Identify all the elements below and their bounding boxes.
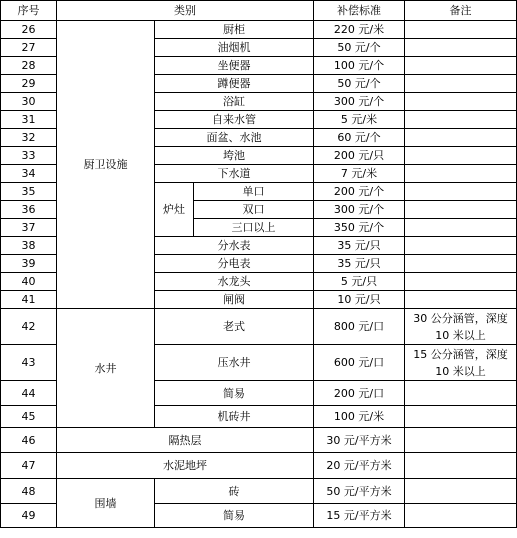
row-standard: 35 元/只: [314, 255, 405, 273]
row-item: 闸阀: [155, 291, 314, 309]
row-item: 分电表: [155, 255, 314, 273]
row-index: 46: [1, 428, 57, 453]
group-kitchen-bath: 厨卫设施: [57, 21, 155, 309]
row-standard: 200 元/个: [314, 183, 405, 201]
row-remark: [405, 479, 517, 504]
row-standard: 30 元/平方米: [314, 428, 405, 453]
row-index: 38: [1, 237, 57, 255]
row-item: 双口: [194, 201, 314, 219]
row-remark: [405, 237, 517, 255]
row-standard: 7 元/米: [314, 165, 405, 183]
row-standard: 35 元/只: [314, 237, 405, 255]
row-remark: [405, 165, 517, 183]
group-well: 水井: [57, 309, 155, 428]
header-category: 类别: [57, 1, 314, 21]
row-remark: [405, 291, 517, 309]
row-index: 29: [1, 75, 57, 93]
row-remark: [405, 183, 517, 201]
row-standard: 600 元/口: [314, 345, 405, 381]
row-index: 35: [1, 183, 57, 201]
row-item: 油烟机: [155, 39, 314, 57]
row-remark: [405, 129, 517, 147]
header-row: [1, 1, 517, 21]
row-standard: 200 元/口: [314, 381, 405, 406]
header-standard: 补偿标准: [314, 1, 405, 21]
row-index: 31: [1, 111, 57, 129]
row-item: 简易: [155, 504, 314, 528]
row-standard: 300 元/个: [314, 93, 405, 111]
row-standard: 20 元/平方米: [314, 453, 405, 479]
row-index: 43: [1, 345, 57, 381]
row-remark: [405, 75, 517, 93]
row-item: 厨柜: [155, 21, 314, 39]
row-standard: 300 元/个: [314, 201, 405, 219]
row-standard: 200 元/只: [314, 147, 405, 165]
table-row: [1, 309, 517, 345]
row-remark: [405, 255, 517, 273]
row-standard: 60 元/个: [314, 129, 405, 147]
header-remark: 备注: [405, 1, 517, 21]
row-item: 单口: [194, 183, 314, 201]
row-remark: [405, 21, 517, 39]
table-row: [1, 479, 517, 504]
row-standard: 10 元/只: [314, 291, 405, 309]
row-item: 自来水管: [155, 111, 314, 129]
row-standard: 50 元/平方米: [314, 479, 405, 504]
row-remark: [405, 428, 517, 453]
row-item: 水泥地坪: [57, 453, 314, 479]
row-index: 45: [1, 406, 57, 428]
table-row: [1, 453, 517, 479]
row-index: 48: [1, 479, 57, 504]
row-remark: [405, 219, 517, 237]
table-row: [1, 21, 517, 39]
row-index: 27: [1, 39, 57, 57]
row-remark: [405, 93, 517, 111]
row-item: 水龙头: [155, 273, 314, 291]
row-standard: 220 元/米: [314, 21, 405, 39]
row-remark: [405, 504, 517, 528]
row-item: 压水井: [155, 345, 314, 381]
row-index: 34: [1, 165, 57, 183]
row-standard: 5 元/米: [314, 111, 405, 129]
table-row: [1, 428, 517, 453]
header-index: 序号: [1, 1, 57, 21]
row-item: 分水表: [155, 237, 314, 255]
row-standard: 100 元/个: [314, 57, 405, 75]
row-item: 老式: [155, 309, 314, 345]
row-remark: [405, 406, 517, 428]
row-remark: [405, 453, 517, 479]
row-standard: 15 元/平方米: [314, 504, 405, 528]
row-index: 41: [1, 291, 57, 309]
row-item: 下水道: [155, 165, 314, 183]
row-standard: 50 元/个: [314, 75, 405, 93]
row-item: 简易: [155, 381, 314, 406]
row-remark: [405, 57, 517, 75]
row-remark: [405, 39, 517, 57]
row-index: 49: [1, 504, 57, 528]
row-index: 30: [1, 93, 57, 111]
row-index: 33: [1, 147, 57, 165]
row-remark: [405, 147, 517, 165]
row-index: 28: [1, 57, 57, 75]
group-wall: 围墙: [57, 479, 155, 528]
row-item: 浴缸: [155, 93, 314, 111]
row-item: 面盆、水池: [155, 129, 314, 147]
row-item: 机砖井: [155, 406, 314, 428]
row-standard: 800 元/口: [314, 309, 405, 345]
row-index: 26: [1, 21, 57, 39]
group-stove: 炉灶: [155, 183, 194, 237]
row-remark: 30 公分涵管，深度 10 米以上: [405, 309, 517, 345]
row-remark: [405, 111, 517, 129]
row-index: 42: [1, 309, 57, 345]
row-index: 47: [1, 453, 57, 479]
row-index: 36: [1, 201, 57, 219]
row-remark: [405, 201, 517, 219]
row-remark: 15 公分涵管，深度 10 米以上: [405, 345, 517, 381]
row-index: 32: [1, 129, 57, 147]
row-remark: [405, 381, 517, 406]
row-item: 坐便器: [155, 57, 314, 75]
row-item: 隔热层: [57, 428, 314, 453]
row-item: 蹲便器: [155, 75, 314, 93]
row-standard: 350 元/个: [314, 219, 405, 237]
row-standard: 5 元/只: [314, 273, 405, 291]
row-index: 44: [1, 381, 57, 406]
row-index: 39: [1, 255, 57, 273]
row-item: 三口以上: [194, 219, 314, 237]
row-standard: 50 元/个: [314, 39, 405, 57]
row-item: 垮池: [155, 147, 314, 165]
row-standard: 100 元/米: [314, 406, 405, 428]
row-remark: [405, 273, 517, 291]
row-index: 37: [1, 219, 57, 237]
row-item: 砖: [155, 479, 314, 504]
row-index: 40: [1, 273, 57, 291]
